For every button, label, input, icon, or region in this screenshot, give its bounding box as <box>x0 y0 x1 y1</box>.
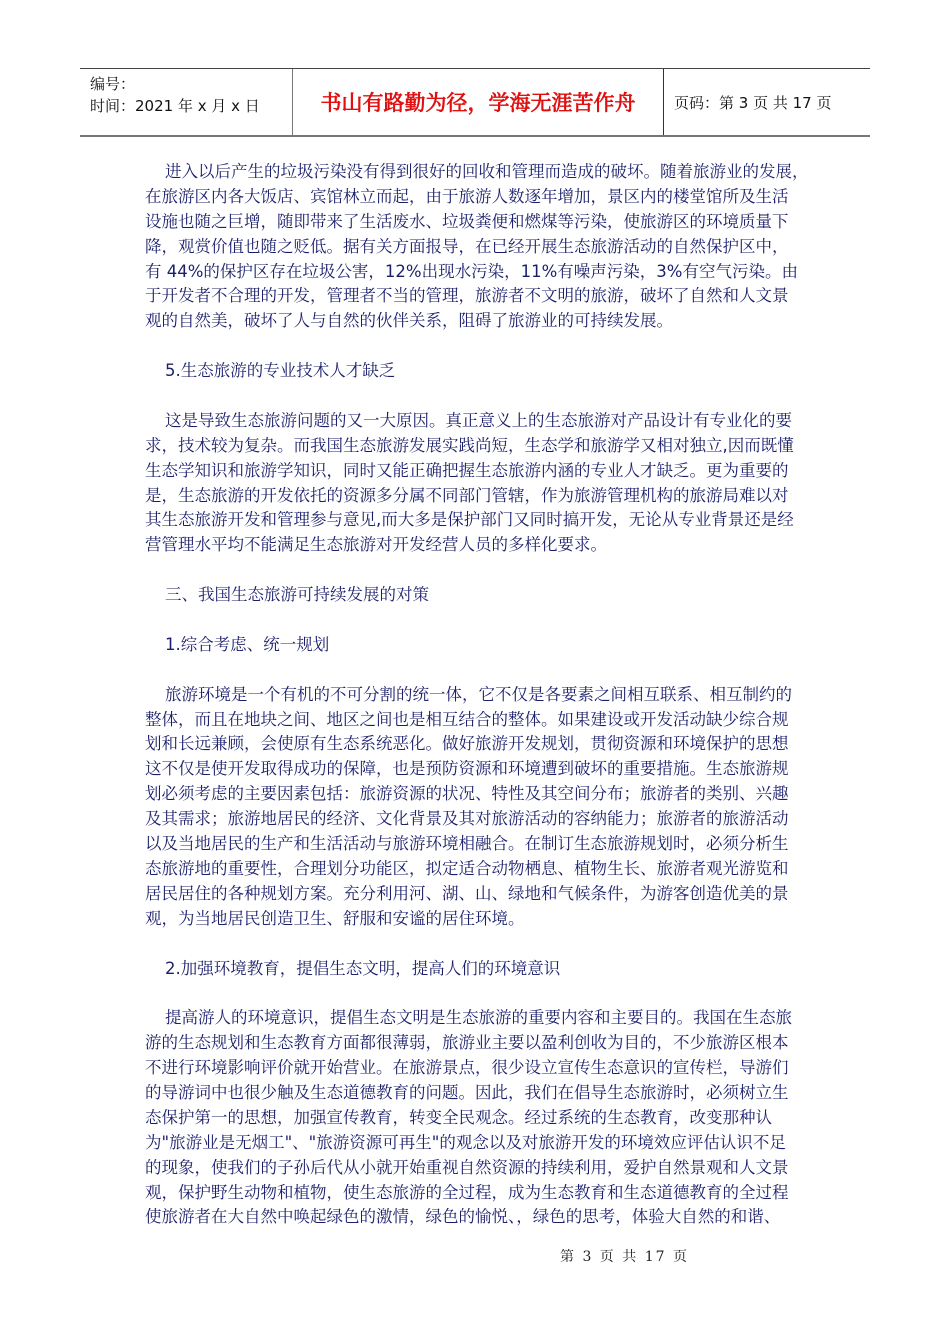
text-line: 是，生态旅游的开发依托的资源多分属不同部门管辖，作为旅游管理机构的旅游局难以对 <box>145 485 789 505</box>
text-line: 生态学知识和旅游学知识，同时又能正确把握生态旅游内涵的专业人才缺乏。更为重要的 <box>145 460 789 480</box>
section-heading <box>145 583 825 608</box>
section-heading <box>145 359 825 384</box>
text-line: 于开发者不合理的开发，管理者不当的管理，旅游者不文明的旅游，破坏了自然和人文景 <box>145 286 789 306</box>
document-date: 时间：2021 年 x 月 x 日 <box>90 97 260 115</box>
text-line: 1.综合考虑、统一规划 <box>165 634 330 654</box>
text-line: 旅游环境是一个有机的不可分割的统一体，它不仅是各要素之间相互联系、相互制约的 <box>165 684 792 704</box>
text-line: 三、我国生态旅游可持续发展的对策 <box>165 585 429 605</box>
section-heading <box>145 957 825 982</box>
text-line: 营管理水平均不能满足生态旅游对开发经营人员的多样化要求。 <box>145 535 607 555</box>
text-line: 游的生态规划和生态教育方面都很薄弱，旅游业主要以盈利创收为目的，不少旅游区根本 <box>145 1033 789 1053</box>
section-heading <box>145 633 825 658</box>
text-line: 其生态旅游开发和管理参与意见,而大多是保护部门又同时搞开发，无论从专业背景还是经 <box>145 510 794 530</box>
text-line: 使旅游者在大自然中唤起绿色的激情，绿色的愉悦、，绿色的思考，体验大自然的和谐、 <box>145 1207 781 1227</box>
text-line: 降，观赏价值也随之贬低。据有关方面报导，在已经开展生态旅游活动的自然保护区中， <box>145 236 789 256</box>
text-line: 划和长远兼顾，会使原有生态系统恶化。做好旅游开发规划，贯彻资源和环境保护的思想 <box>145 734 789 754</box>
text-line: 的导游词中也很少触及生态道德教育的问题。因此，我们在倡导生态旅游时，必须树立生 <box>145 1082 789 1102</box>
text-line: 观，保护野生动物和植物，使生态旅游的全过程，成为生态教育和生态道德教育的全过程 <box>145 1182 789 1202</box>
page-footer: 第 3 页 共 17 页 <box>560 1249 689 1265</box>
text-line: 2.加强环境教育，提倡生态文明，提高人们的环境意识 <box>165 958 561 978</box>
text-line: 进入以后产生的垃圾污染没有得到很好的回收和管理而造成的破坏。随着旅游业的发展， <box>165 162 809 181</box>
text-line: 提高游人的环境意识，提倡生态文明是生态旅游的重要内容和主要目的。我国在生态旅 <box>165 1008 792 1028</box>
paragraph <box>145 409 825 558</box>
page-header <box>80 68 870 137</box>
text-line: 居民居住的各种规划方案。充分利用河、湖、山、绿地和气候条件，为游客创造优美的景 <box>145 883 789 903</box>
text-line: 及其需求；旅游地居民的经济、文化背景及其对旅游活动的容纳能力；旅游者的旅游活动 <box>145 809 789 829</box>
text-line: 设施也随之巨增，随即带来了生活废水、垃圾粪便和燃煤等污染，使旅游区的环境质量下 <box>145 211 789 231</box>
paragraph <box>145 683 825 932</box>
header-page-info: 页码：第 3 页 共 17 页 <box>674 93 832 112</box>
paragraph <box>145 160 825 334</box>
text-line: 这是导致生态旅游问题的又一大原因。真正意义上的生态旅游对产品设计有专业化的要 <box>165 410 792 430</box>
text-line: 态旅游地的重要性，合理划分功能区，拟定适合动物栖息、植物生长、旅游者观光游览和 <box>145 858 789 878</box>
document-number-label: 编号： <box>90 75 136 93</box>
text-line: 求，技术较为复杂。而我国生态旅游发展实践尚短，生态学和旅游学又相对独立,因而既懂 <box>145 435 794 455</box>
text-line: 观的自然美，破坏了人与自然的伙伴关系，阻碍了旅游业的可持续发展。 <box>145 311 673 331</box>
text-line: 在旅游区内各大饭店、宾馆林立而起，由于旅游人数逐年增加，景区内的楼堂馆所及生活 <box>145 186 789 206</box>
text-line: 态保护第一的思想，加强宣传教育，转变全民观念。经过系统的生态教育，改变那种认 <box>145 1107 772 1127</box>
text-line: 不进行环境影响评价就开始营业。在旅游景点，很少设立宣传生态意识的宣传栏，导游们 <box>145 1058 789 1078</box>
text-line: 划必须考虑的主要因素包括：旅游资源的状况、特性及其空间分布；旅游者的类别、兴趣 <box>145 784 789 804</box>
text-line: 这不仅是使开发取得成功的保障，也是预防资源和环境遭到破坏的重要措施。生态旅游规 <box>145 759 789 779</box>
text-line: 有 44%的保护区存在垃圾公害，12%出现水污染，11%有噪声污染，3%有空气污染。由 <box>145 261 798 281</box>
header-motto: 书山有路勤为径，学海无涯苦作舟 <box>293 69 664 135</box>
text-line: 整体，而且在地块之间、地区之间也是相互结合的整体。如果建设或开发活动缺少综合规 <box>145 709 789 729</box>
header-meta <box>80 69 293 135</box>
paragraph <box>145 1006 825 1230</box>
text-line: 5.生态旅游的专业技术人才缺乏 <box>165 361 396 381</box>
text-line: 观，为当地居民创造卫生、舒服和安谧的居住环境。 <box>145 908 525 928</box>
text-line: 为"旅游业是无烟工"、"旅游资源可再生"的观念以及对旅游开发的环境效应评估认识不足 <box>145 1132 786 1152</box>
text-line: 以及当地居民的生产和生活活动与旅游环境相融合。在制订生态旅游规划时，必须分析生 <box>145 834 789 854</box>
text-line: 的现象，使我们的子孙后代从小就开始重视自然资源的持续利用，爱护自然景观和人文景 <box>145 1157 789 1177</box>
document-body <box>145 160 825 1230</box>
